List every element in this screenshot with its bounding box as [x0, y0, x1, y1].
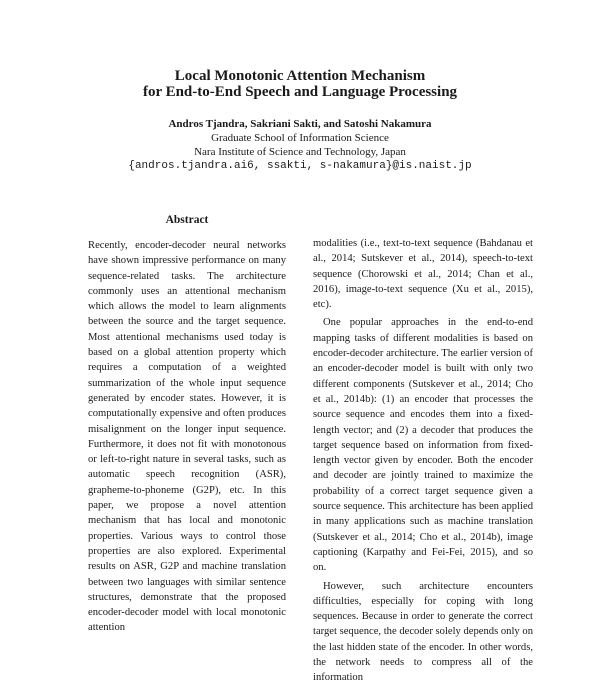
intro-paragraph-3: However, such architecture encounters difficulties, especially for coping with long sequences. Because in order to generate the correct target sequence, the decoder solely depends only on the last hidden state of the encoder. In other words, the network needs to compress all of the information [313, 580, 533, 684]
paper-title [0, 68, 600, 100]
intro-paragraph-1: modalities (i.e., text-to-text sequence (Bahdanau et al., 2014; Sutskever et al., 2014), speech-to-text sequence (Chorowski et al., 2014; Chan et al., 2016), image-to-text sequence (Xu et al., 2015), etc). [313, 238, 533, 311]
title-line-2: for End-to-End Speech and Language Processing [142, 84, 458, 100]
author-names: Andros Tjandra, Sakriani Sakti, and Satoshi Nakamura [168, 118, 432, 130]
affiliation-line-2: Nara Institute of Science and Technology, Japan [194, 146, 406, 158]
abstract-heading: Abstract [165, 214, 209, 226]
title-line-1: Local Monotonic Attention Mechanism [174, 68, 426, 84]
intro-column [313, 236, 533, 689]
author-emails: {andros.tjandra.ai6, ssakti, s-nakamura}@is.naist.jp [128, 160, 472, 172]
affiliation-line-1: Graduate School of Information Science [211, 132, 389, 144]
abstract-text: Recently, encoder-decoder neural networks have shown impressive performance on many sequence-related tasks. The architecture commonly uses an attentional mechanism which allows the model to learn alignments between the source and the target sequence. Most attentional mechanisms used today is based on a global attention property which requires a computation of a weighted summarization of the whole input sequence generated by encoder states. However, it is computationally expensive and often produces misalignment on the longer input sequence. Furthermore, it does not fit with monotonous or left-to-right nature in several tasks, such as automatic speech recognition (ASR), grapheme-to-phoneme (G2P), etc. In this paper, we propose a novel attention mechanism that has local and monotonic properties. Various ways to control those properties are also explored. Experimental results on ASR, G2P and machine translation between two languages with similar sentence structures, demonstrate that the proposed encoder-decoder model with local monotonic attention [88, 240, 286, 634]
intro-paragraph-2: One popular approaches in the end-to-end mapping tasks of different modalities is based on encoder-decoder architecture. The earlier version of an encoder-decoder model is built with only two different components (Sutskever et al., 2014; Cho et al., 2014b): (1) an encoder that processes the source sequence and encodes them into a fixed-length vector; and (2) a decoder that produces the target sequence based on information from fixed-length vector given by encoder. Both the encoder and decoder are jointly trained to maximize the probability of a correct target sequence given a source sequence. This architecture has been applied in many applications such as machine translation (Sutskever et al., 2014; Cho et al., 2014b), image captioning (Karpathy and Fei-Fei, 2015), and so on. [313, 317, 533, 574]
abstract-column [88, 238, 286, 639]
author-block [0, 117, 600, 173]
